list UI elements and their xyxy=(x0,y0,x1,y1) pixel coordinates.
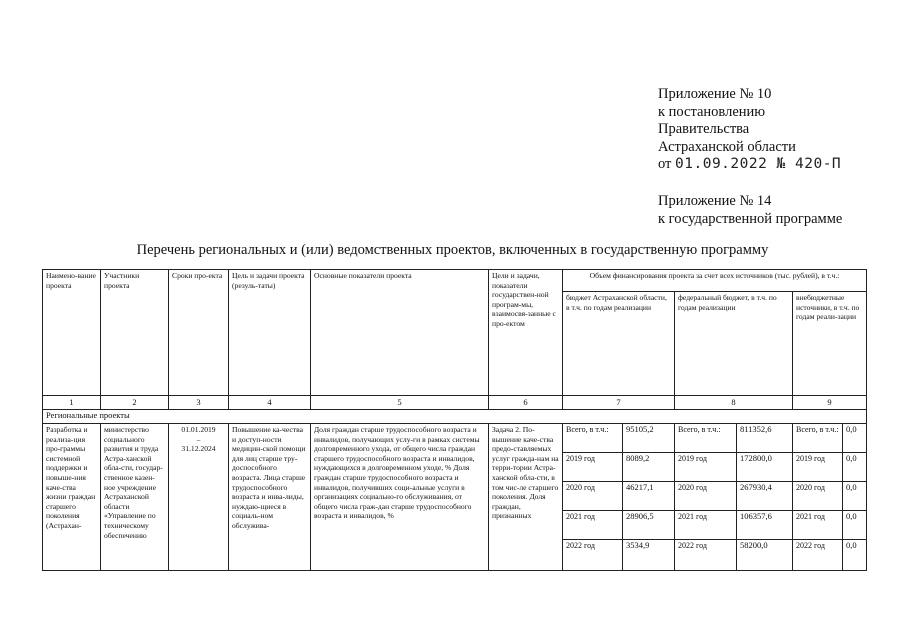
fin-year-label: Всего, в т.ч.: xyxy=(793,424,843,453)
column-number: 9 xyxy=(793,396,867,410)
fin-year-label: 2022 год xyxy=(793,540,843,571)
date-prefix: от xyxy=(658,156,672,172)
fin-extra-value: 0,0 xyxy=(843,424,867,453)
fin-federal-value: 267930,4 xyxy=(737,482,793,511)
fin-federal-value: 106357,6 xyxy=(737,511,793,540)
fin-year-label: Всего, в т.ч.: xyxy=(675,424,737,453)
appendix-14-line: к государственной программе xyxy=(658,210,843,227)
section-label: Региональные проекты xyxy=(43,410,867,424)
column-number: 5 xyxy=(311,396,489,410)
fin-year-label: 2021 год xyxy=(675,511,737,540)
fin-regional-value: 3534,9 xyxy=(623,540,675,571)
header-fin-federal: федеральный бюджет, в т.ч. по годам реализации xyxy=(675,292,793,396)
project-indicators: Доля граждан старше трудоспособного возраста и инвалидов, получающих услу-ги в рамках системы долговременного ухода, от общего числа граждан старшего трудоспособного возраста и инвалидов, нуждающихся в долговременном уходе, % Доля граждан старше трудоспособного возраста и инвалидов, получивших соци-альные услуги в организациях социально-го обслуживания, от общего числа граж-дан старше трудоспособного возраста и инвалидов, % xyxy=(311,424,489,571)
fin-extra-value: 0,0 xyxy=(843,511,867,540)
header-terms: Сроки про-екта xyxy=(169,270,229,396)
appendix-14-block xyxy=(658,193,842,228)
appendix-14-line: Приложение № 14 xyxy=(658,193,772,209)
appendix-10-date-line xyxy=(658,156,841,174)
header-fin-extra: внебюджетные источники, в т.ч. по годам реали-зации xyxy=(793,292,867,396)
table-row xyxy=(43,424,867,453)
term-end: 31.12.2024 xyxy=(181,444,216,454)
document-title: Перечень региональных и (или) ведомственных проектов, включенных в государственную программу xyxy=(136,242,769,258)
header-goals: Цель и задачи проекта (резуль-таты) xyxy=(229,270,311,396)
column-number: 7 xyxy=(563,396,675,410)
appendix-10-line: Приложение № 10 xyxy=(658,86,772,102)
fin-year-label: Всего, в т.ч.: xyxy=(563,424,623,453)
section-row xyxy=(43,410,867,424)
fin-year-label: 2020 год xyxy=(793,482,843,511)
fin-year-label: 2019 год xyxy=(563,453,623,482)
header-project-name: Наимено-вание проекта xyxy=(43,270,101,396)
header-program-link: Цели и задачи, показатели государствен-ной програм-мы, взаимосвя-занные с про-ектом xyxy=(489,270,563,396)
fin-year-label: 2021 год xyxy=(793,511,843,540)
fin-regional-value: 46217,1 xyxy=(623,482,675,511)
header-financing: Объем финансирования проекта за счет всех источников (тыс. рублей), в т.ч.: xyxy=(563,270,867,292)
fin-extra-value: 0,0 xyxy=(843,453,867,482)
column-number: 4 xyxy=(229,396,311,410)
fin-federal-value: 172800,0 xyxy=(737,453,793,482)
fin-regional-value: 28906,5 xyxy=(623,511,675,540)
header-indicators: Основные показатели проекта xyxy=(311,270,489,396)
header-row xyxy=(43,270,867,292)
column-number: 3 xyxy=(169,396,229,410)
fin-regional-value: 95105,2 xyxy=(623,424,675,453)
header-participants: Участники проекта xyxy=(101,270,169,396)
fin-year-label: 2022 год xyxy=(675,540,737,571)
appendix-10-line: к постановлению xyxy=(658,103,766,120)
column-number: 6 xyxy=(489,396,563,410)
appendix-10-line: Астраханской области xyxy=(658,138,796,155)
fin-year-label: 2019 год xyxy=(675,453,737,482)
fin-federal-value: 58200,0 xyxy=(737,540,793,571)
decree-date-number: 01.09.2022 № 420-П xyxy=(675,156,842,172)
column-number: 8 xyxy=(675,396,793,410)
project-name: Разработка и реализа-ция про-граммы системной поддержки и повыше-ния каче-ства жизни граждан старшего поколения (Астрахан- xyxy=(43,424,101,571)
fin-year-label: 2020 год xyxy=(563,482,623,511)
projects-table xyxy=(42,269,867,571)
appendix-10-block xyxy=(658,86,841,174)
term-start: 01.01.2019 xyxy=(181,425,216,434)
fin-year-label: 2022 год xyxy=(563,540,623,571)
project-goal: Повышение ка-чества и доступ-ности медицин-ской помощи для лиц старше тру-доспособного возраста. Лица старше трудоспособного возраста и инва-лиды, нуждаю-щиеся в социаль-ном обслужива- xyxy=(229,424,311,571)
column-number: 2 xyxy=(101,396,169,410)
fin-extra-value: 0,0 xyxy=(843,540,867,571)
project-participants: министерство социального развития и труда Астра-ханской обла-сти, государ-ственное казен-ное учреждение Астраханской области «Управление по техническому обеспечению xyxy=(101,424,169,571)
fin-year-label: 2021 год xyxy=(563,511,623,540)
appendix-10-line: Правительства xyxy=(658,121,750,137)
fin-year-label: 2019 год xyxy=(793,453,843,482)
column-number: 1 xyxy=(43,396,101,410)
term-dash: – xyxy=(196,434,201,444)
fin-regional-value: 8089,2 xyxy=(623,453,675,482)
fin-year-label: 2020 год xyxy=(675,482,737,511)
fin-federal-value: 811352,6 xyxy=(737,424,793,453)
column-number-row xyxy=(43,396,867,410)
project-program-link: Задача 2. По-вышение каче-ства предо-ставляемых услуг гражда-нам на терри-тории Астра-ханской обла-сти, в том чис-ле старшего поколения. Доля граждан, признанных xyxy=(489,424,563,571)
project-terms xyxy=(169,424,229,571)
fin-extra-value: 0,0 xyxy=(843,482,867,511)
header-fin-regional: бюджет Астраханской области, в т.ч. по годам реализации xyxy=(563,292,675,396)
